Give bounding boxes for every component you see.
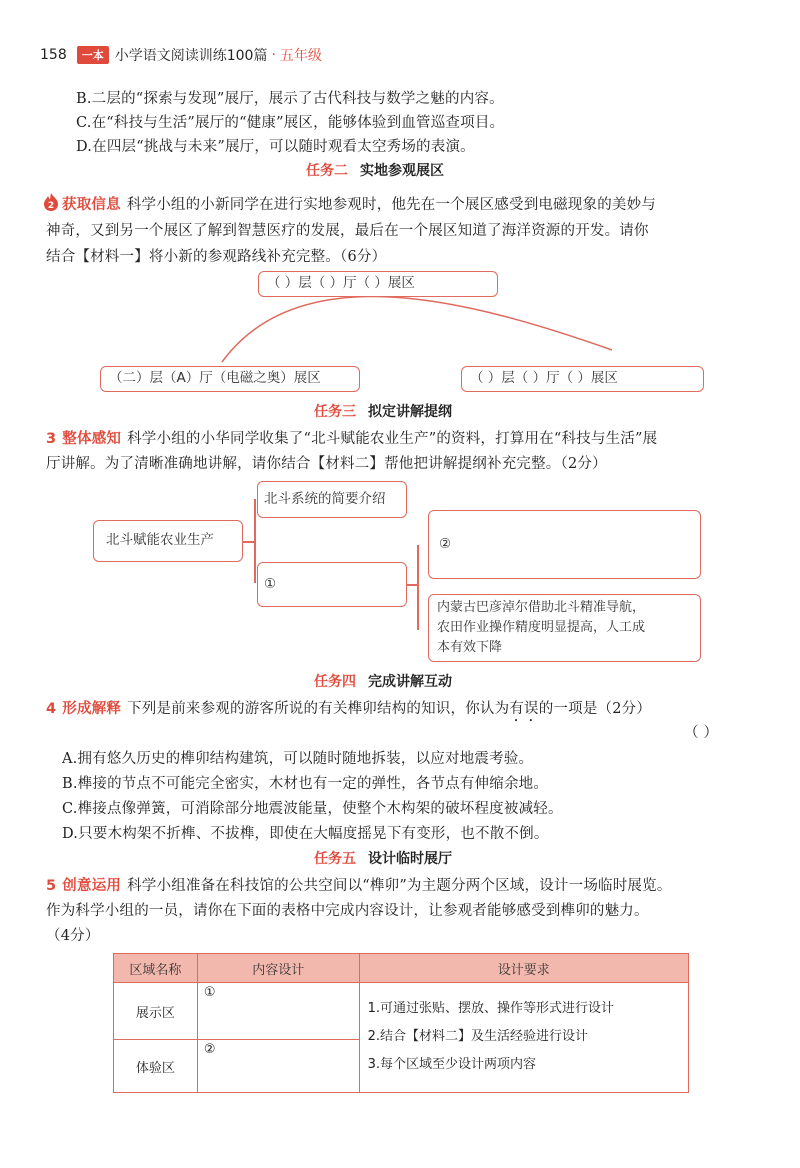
page-number: 158 (40, 47, 67, 63)
sub2-line-2: 农田作业操作精度明显提高，人工成 (437, 620, 646, 635)
task4-line-1 (46, 697, 651, 725)
task5-qtype: 创意运用 (62, 878, 122, 894)
route-box-left: （二）层（A）厅（电磁之奥）展区 (100, 366, 360, 392)
task4-option-b: B.榫接的节点不可能完全密实，木材也有一定的弹性，各节点有伸缩余地。 (62, 776, 549, 792)
brand-logo: 一本 (77, 46, 109, 64)
task4-option-a: A.拥有悠久历史的榫卯结构建筑，可以随时随地拆装，以应对地震考验。 (62, 751, 534, 767)
grade-label: 五年级 (279, 48, 322, 64)
table-row (114, 983, 689, 1040)
task2-text-1: 科学小组的小新同学在进行实地参观时，他先在一个展区感受到电磁现象的美妙与 (126, 197, 657, 213)
task3-text-1: 科学小组的小华同学收集了“北斗赋能农业生产”的资料，打算用在“科技与生活”展 (127, 431, 658, 447)
task4-option-d: D.只要木构架不折榫、不拔榫，即使在大幅度摇晃下有变形，也不散不倒。 (62, 826, 549, 842)
task4-title: 完成讲解互动 (368, 674, 452, 690)
task5-line-1 (46, 874, 672, 895)
table-header-cell: 区域名称 (114, 954, 198, 983)
route-box-right: （ ）层（ ）厅（ ）展区 (461, 366, 704, 392)
task5-line-3: （4分） (46, 928, 100, 944)
requirements-cell (359, 983, 688, 1093)
task2-title: 实地参观展区 (360, 163, 444, 179)
outline-root: 北斗赋能农业生产 (93, 520, 243, 562)
option-c: C.在“科技与生活”展厅的“健康”展区，能够体验到血管巡查项目。 (76, 115, 505, 131)
requirement-item: 1.可通过张贴、摆放、操作等形式进行设计 (367, 1001, 614, 1016)
outline-sub-1: ② (428, 510, 701, 579)
outline-sub-2 (428, 594, 701, 662)
task4-qtype: 形成解释 (62, 701, 122, 717)
option-b: B.二层的“探索与发现”展厅，展示了古代科技与数学之魅的内容。 (76, 91, 504, 107)
task3-qtype: 整体感知 (62, 431, 122, 447)
task2-label: 任务二 (306, 163, 348, 179)
task5-text-1: 科学小组准备在科技馆的公共空间以“榫卯”为主题分两个区域，设计一场临时展览。 (127, 878, 672, 894)
outline-branch-2: ① (257, 562, 407, 607)
requirement-item: 2.结合【材料二】及生活经验进行设计 (367, 1029, 588, 1044)
zone-name: 展示区 (114, 983, 198, 1040)
zone-name: 体验区 (114, 1040, 198, 1093)
table-header-row (114, 954, 689, 983)
task5-label: 任务五 (314, 851, 356, 867)
task3-heading (314, 401, 452, 421)
content-cell[interactable]: ① (197, 983, 359, 1040)
book-title: 小学语文阅读训练100篇 (114, 48, 268, 64)
table-header-cell: 内容设计 (197, 954, 359, 983)
outline-branch-1: 北斗系统的简要介绍 (257, 481, 407, 518)
route-box-top: （ ）层（ ）厅（ ）展区 (258, 271, 498, 297)
design-table (113, 953, 689, 1093)
connector (254, 499, 256, 583)
task4-emphasis: 有误 (509, 701, 539, 717)
task4-text-after: 的一项是（2分） (538, 701, 652, 717)
table-header-cell: 设计要求 (359, 954, 688, 983)
task3-title: 拟定讲解提纲 (368, 404, 452, 420)
task3-qnum: 3 (46, 431, 57, 447)
svg-text:2: 2 (47, 201, 55, 211)
task4-label: 任务四 (314, 674, 356, 690)
task3-label: 任务三 (314, 404, 356, 420)
task4-qnum: 4 (46, 701, 57, 717)
task5-qnum: 5 (46, 878, 57, 894)
task4-text-before: 下列是前来参观的游客所说的有关榫卯结构的知识，你认为 (127, 701, 510, 717)
requirement-item: 3.每个区域至少设计两项内容 (367, 1057, 536, 1072)
option-d: D.在四层“挑战与未来”展厅，可以随时观看太空秀场的表演。 (76, 139, 475, 155)
task4-option-c: C.榫接点像弹簧，可消除部分地震波能量，使整个木构架的破坏程度被减轻。 (62, 801, 563, 817)
sub2-line-3: 本有效下降 (437, 640, 503, 655)
task5-title: 设计临时展厅 (368, 851, 452, 867)
task4-heading (314, 671, 452, 691)
task2-qtype: 获取信息 (62, 197, 121, 213)
task3-line-1 (46, 427, 657, 448)
task2-line-3: 结合【材料一】将小新的参观路线补充完整。（6分） (46, 249, 387, 265)
task5-line-2: 作为科学小组的一员，请你在下面的表格中完成内容设计，让参观者能够感受到榫卯的魅力。 (46, 903, 649, 919)
route-curve (0, 0, 800, 400)
content-cell[interactable]: ② (197, 1040, 359, 1093)
task4-answer-blank[interactable]: （ ） (684, 725, 719, 741)
task2-line-2: 神奇，又到另一个展区了解到智慧医疗的发展，最后在一个展区知道了海洋资源的开发。请你 (46, 223, 649, 239)
task3-line-2: 厅讲解。为了清晰准确地讲解，请你结合【材料二】帮他把讲解提纲补充完整。（2分） (46, 456, 607, 472)
task5-heading (314, 848, 452, 868)
sub2-line-1: 内蒙古巴彦淖尔借助北斗精准导航， (437, 600, 646, 615)
connector (417, 545, 419, 630)
header-separator: · (271, 47, 276, 63)
